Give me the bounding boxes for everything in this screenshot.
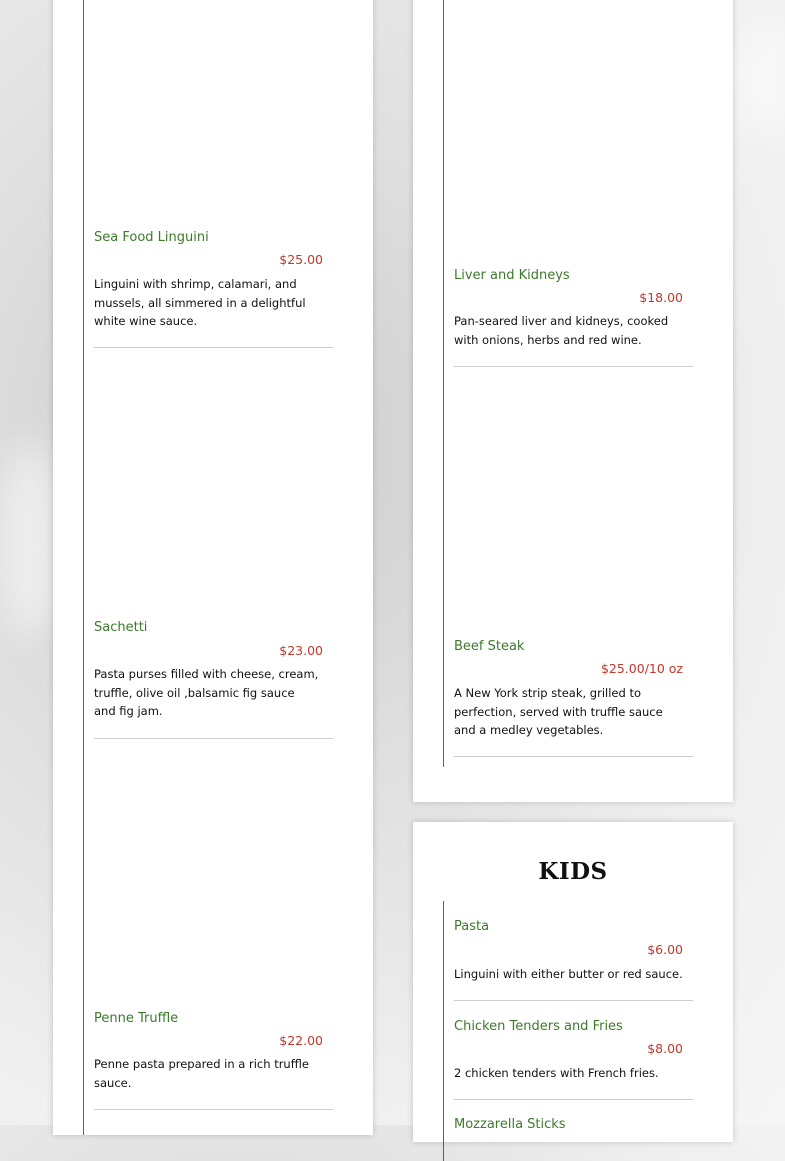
menu-item-description: Linguini with either butter or red sauce. xyxy=(454,967,683,981)
menu-item-price: $6.00 xyxy=(647,942,683,957)
menu-item-name: Liver and Kidneys xyxy=(454,268,570,283)
menu-item-name: Sachetti xyxy=(94,620,148,635)
menu-item-name: Pasta xyxy=(454,919,490,934)
right-menu-card xyxy=(413,0,733,802)
menu-divider xyxy=(454,756,693,757)
menu-item-description: Pan-seared liver and kidneys, cooked with onions, herbs and red wine. xyxy=(454,314,669,347)
background-blur xyxy=(735,20,785,140)
menu-item-price: $22.00 xyxy=(279,1033,323,1048)
menu-item-price: $23.00 xyxy=(279,643,323,658)
menu-item-description: Linguini with shrimp, calamari, and mussels, all simmered in a delightful white wine sauce. xyxy=(94,277,306,328)
kids-accent-line xyxy=(443,901,444,1161)
menu-item-description: Pasta purses filled with cheese, cream, truffle, olive oil ,balsamic fig sauce and fig jam. xyxy=(94,667,319,718)
menu-item-description: Penne pasta prepared in a rich truffle sauce. xyxy=(94,1057,309,1090)
menu-divider xyxy=(94,347,333,348)
section-title-kids: KIDS xyxy=(538,858,608,885)
menu-item-price: $25.00/10 oz xyxy=(600,661,683,676)
menu-item-name: Sea Food Linguini xyxy=(94,230,209,245)
kids-menu-card xyxy=(413,822,733,1142)
menu-divider xyxy=(454,1000,693,1001)
menu-item-price: $18.00 xyxy=(639,290,683,305)
menu-divider xyxy=(94,738,333,739)
menu-item-description: 2 chicken tenders with French fries. xyxy=(454,1066,659,1080)
menu-item-description: A New York strip steak, grilled to perfection, served with truffle sauce and a medley vegetables. xyxy=(454,686,663,737)
menu-divider xyxy=(454,366,693,367)
menu-item-name: Chicken Tenders and Fries xyxy=(454,1019,623,1034)
left-menu-card xyxy=(53,0,373,1135)
left-accent-line xyxy=(83,0,84,1135)
menu-divider xyxy=(94,1109,333,1110)
background-blur xyxy=(0,440,60,640)
menu-item-price: $25.00 xyxy=(279,252,323,267)
menu-item-name: Beef Steak xyxy=(454,639,525,654)
menu-item-name: Penne Truffle xyxy=(94,1011,179,1026)
right-accent-line xyxy=(443,0,444,767)
menu-item-name: Mozzarella Sticks xyxy=(454,1117,566,1132)
menu-item-price: $8.00 xyxy=(647,1041,683,1056)
menu-divider xyxy=(454,1099,693,1100)
